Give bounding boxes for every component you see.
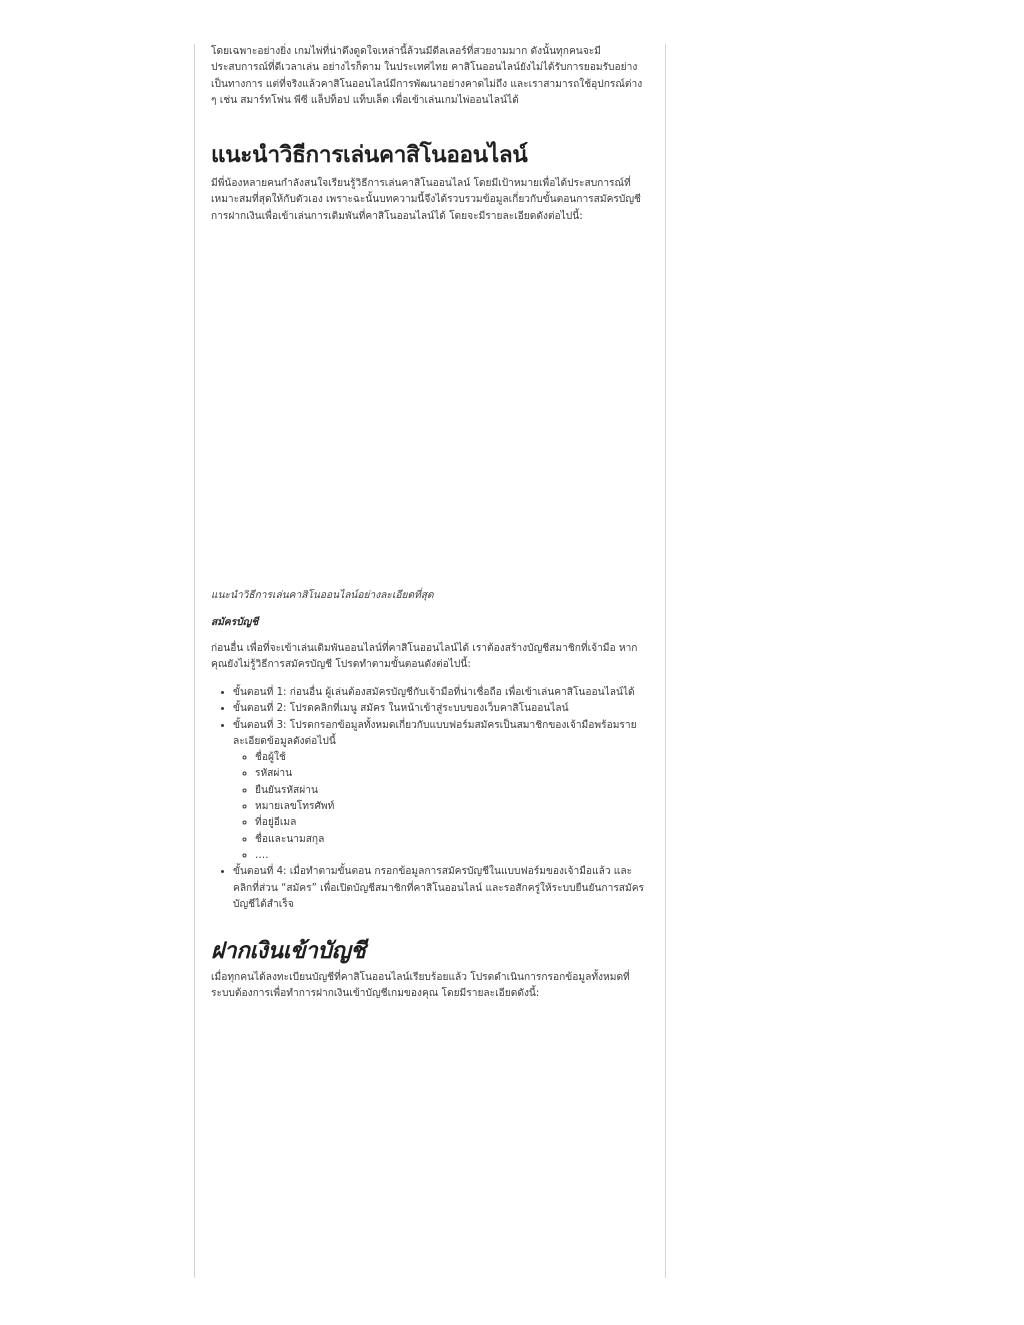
step-1: • ขั้นตอนที่ 1: ก่อนอื่น ผู้เล่นต้องสมัครบัญชีกับเจ้ามือที่น่าเชื่อถือ เพื่อเข้าเล่นคาสิโนออนไลน์ได้ xyxy=(233,685,649,701)
deposit-heading: ฝากเงินเข้าบัญชี xyxy=(211,938,366,964)
step-4: • ขั้นตอนที่ 4: เมื่อทำตามขั้นตอน กรอกข้อมูลการสมัครบัญชีในแบบฟอร์มของเจ้ามือแล้ว และคลิกที่ส่วน “สมัคร” เพื่อเปิดบัญชีสมาชิกที่คาสิโนออนไลน์ และรอสักครู่ให้ระบบยืนยันการสมัครบัญชีได้สำเร็จ xyxy=(233,864,649,913)
field-phone: ◦ หมายเลขโทรศัพท์ xyxy=(255,799,645,815)
field-more: ◦ …. xyxy=(255,848,645,864)
deposit-paragraph: เมื่อทุกคนได้ลงทะเบียนบัญชีที่คาสิโนออนไลน์เรียบร้อยแล้ว โปรดดำเนินการกรอกข้อมูลทั้งหมดที่ระบบต้องการเพื่อทำการฝากเงินเข้าบัญชีเกมของคุณ โดยมีรายละเอียดดังนี้: xyxy=(211,972,630,1000)
register-paragraph: ก่อนอื่น เพื่อที่จะเข้าเล่นเดิมพันออนไลน์ที่คาสิโนออนไลน์ได้ เราต้องสร้างบัญชีสมาชิกที่เจ้ามือ หากคุณยังไม่รู้วิธีการสมัครบัญชี โปรดทำตามขั้นตอนดังต่อไปนี้: xyxy=(211,643,638,671)
required-fields-list xyxy=(233,750,645,864)
field-full-name: ◦ ชื่อและนามสกุล xyxy=(255,832,645,848)
intro-paragraph: โดยเฉพาะอย่างยิ่ง เกมไพ่ที่น่าดึงดูดใจเหล่านี้ล้วนมีดีลเลอร์ที่สวยงามมาก ดังนั้นทุกคนจะมีประสบการณ์ที่ดีเวลาเล่น อย่างไรก็ตาม ในประเทศไทย คาสิโนออนไลน์ยังไม่ได้รับการยอมรับอย่างเป็นทางการ แต่ที่จริงแล้วคาสิโนออนไลน์มีการพัฒนาอย่างคาดไม่ถึง และเราสามารถใช้อุปกรณ์ต่าง ๆ เช่น สมาร์ทโฟน พีซี แล็ปท็อป แท็บเล็ต เพื่อเข้าเล่นเกมไพ่ออนไลน์ได้ xyxy=(211,46,643,106)
register-steps-list xyxy=(211,685,649,913)
guide-paragraph: มีพี่น้องหลายคนกำลังสนใจเรียนรู้วิธีการเล่นคาสิโนออนไลน์ โดยมีเป้าหมายเพื่อได้ประสบการณ์ที่เหมาะสมที่สุดให้กับตัวเอง เพราะฉะนั้นบทความนี้จึงได้รวบรวมข้อมูลเกี่ยวกับขั้นตอนการสมัครบัญชี การฝากเงินเพื่อเข้าเล่นการเดิมพันที่คาสิโนออนไลน์ได้ โดยจะมีรายละเอียดดังต่อไปนี้: xyxy=(211,178,641,222)
guide-heading: แนะนำวิธีการเล่นคาสิโนออนไลน์ xyxy=(211,142,528,168)
register-heading: สมัครบัญชี xyxy=(211,617,259,628)
article-column xyxy=(194,44,666,1278)
step-3-text: ขั้นตอนที่ 3: โปรดกรอกข้อมูลทั้งหมดเกี่ยวกับแบบฟอร์มสมัครเป็นสมาชิกของเจ้ามือพร้อมรายละเอียดข้อมูลดังต่อไปนี้ xyxy=(233,719,637,747)
field-password: ◦ รหัสผ่าน xyxy=(255,766,645,782)
step-3 xyxy=(233,718,649,865)
step-2: • ขั้นตอนที่ 2: โปรดคลิกที่เมนู สมัคร ในหน้าเข้าสู่ระบบของเว็บคาสิโนออนไลน์ xyxy=(233,701,649,717)
field-username: ◦ ชื่อผู้ใช้ xyxy=(255,750,645,766)
field-email: ◦ ที่อยู่อีเมล xyxy=(255,815,645,831)
article-image-area xyxy=(211,254,649,584)
image-caption: แนะนำวิธีการเล่นคาสิโนออนไลน์อย่างละเอียดที่สุด xyxy=(211,590,434,601)
field-confirm-password: ◦ ยืนยันรหัสผ่าน xyxy=(255,783,645,799)
